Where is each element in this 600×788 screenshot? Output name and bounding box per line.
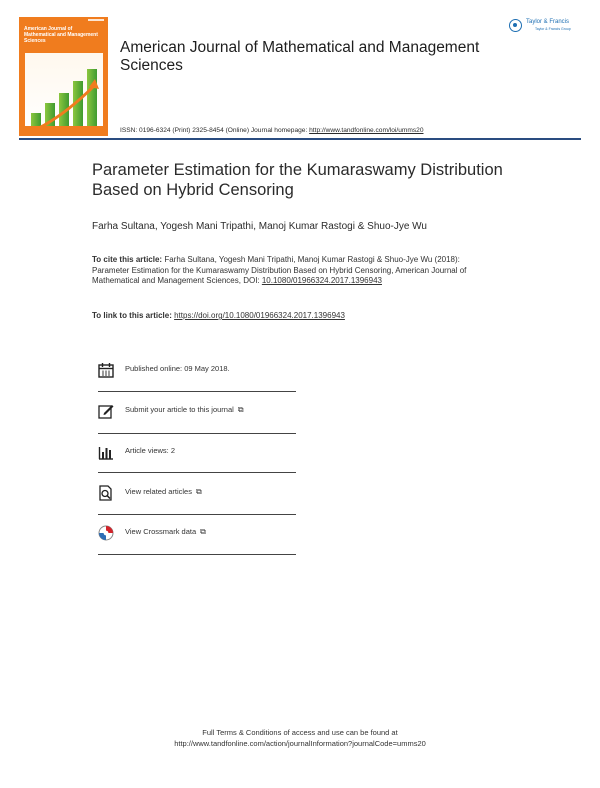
journal-title: American Journal of Mathematical and Management Sciences [120,39,480,74]
link-label: To link to this article: [92,311,175,320]
row-divider [98,433,296,434]
article-doi-link[interactable]: https://doi.org/10.1080/01966324.2017.1396943 [174,311,345,320]
publisher-logo-sub: Taylor & Francis Group [535,27,571,31]
citation-label: To cite this article: [92,255,165,264]
header-divider [19,138,581,140]
submit-article-link[interactable] [125,405,244,415]
crossmark-link[interactable] [125,527,206,537]
article-title: Parameter Estimation for the Kumaraswamy Distribution Based on Hybrid Censoring [92,161,503,199]
publisher-logo-icon [509,19,522,32]
article-link-block [92,311,345,320]
journal-homepage-link[interactable]: http://www.tandfonline.com/loi/umms20 [309,127,424,134]
calendar-icon [98,362,114,378]
publisher-logo-name: Taylor & Francis [526,19,570,25]
publisher-logo [509,19,583,35]
citation-doi-link[interactable]: 10.1080/01966324.2017.1396943 [261,276,382,285]
article-views: Article views: 2 [125,446,176,455]
crossmark-icon [98,525,114,541]
cover-title: American Journal of Mathematical and Management Sciences [24,26,98,44]
issn-text: ISSN: 0196-6324 (Print) 2325-8454 (Online) Journal homepage: [120,127,310,134]
submit-article-row[interactable] [98,399,296,425]
related-articles-label: View related articles [125,487,192,496]
row-divider [98,514,296,515]
footer-terms-link[interactable]: http://www.tandfonline.com/action/journalInformation?journalCode=umms20 [174,738,426,748]
row-divider [98,391,296,392]
published-date: Published online: 09 May 2018. [125,364,230,373]
article-views-row [98,440,296,466]
external-link-icon: ⧉ [195,487,202,496]
cover-chart-graphic [25,53,103,133]
issn-line [120,127,424,134]
related-articles-link[interactable] [125,487,202,497]
footer [0,728,600,749]
external-link-icon: ⧉ [237,405,244,414]
crossmark-row[interactable] [98,521,296,547]
search-document-icon [98,485,114,501]
growth-arrow-icon [35,79,101,131]
external-link-icon: ⧉ [200,527,206,536]
published-row [98,358,296,384]
cover-top-mark [88,19,104,21]
crossmark-label: View Crossmark data [125,527,197,536]
footer-terms-text: Full Terms & Conditions of access and use can be found at [202,728,398,737]
article-authors: Farha Sultana, Yogesh Mani Tripathi, Manoj Kumar Rastogi & Shuo-Jye Wu [92,221,427,232]
cover-bottom-band [19,126,108,136]
row-divider [98,472,296,473]
edit-icon [98,403,114,419]
journal-cover-image [19,17,108,136]
bar-chart-icon [98,444,114,460]
citation-text: Farha Sultana, Yogesh Mani Tripathi, Manoj Kumar Rastogi & Shuo-Jye Wu (2018): Parameter Estimation for the Kumaraswamy Distribution Based on Hybrid Censoring, American Journal of Mathematical and Management Sciences, DOI: [92,255,467,285]
related-articles-row[interactable] [98,481,296,507]
submit-article-label: Submit your article to this journal [125,405,234,414]
row-divider [98,554,296,555]
citation-block [92,255,467,287]
